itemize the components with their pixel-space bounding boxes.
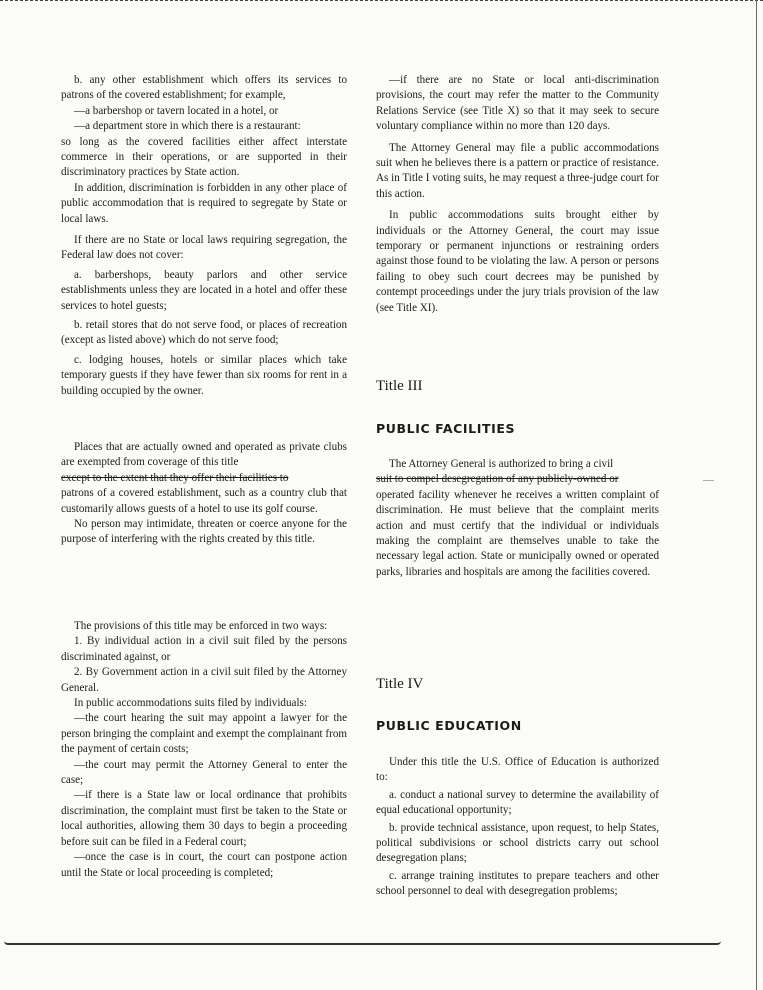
left-block-1 xyxy=(61,73,347,227)
paragraph: —if there are no State or local anti-discrimination provisions, the court may refer the matter to the Community Relations Service (see Title X) so that it may seek to secure voluntary compliance within no more than 120 days. xyxy=(376,74,659,133)
paragraph: Places that are actually owned and operated as private clubs are exempted from coverage of this title xyxy=(61,441,347,469)
paragraph: —once the case is in court, the court can postpone action until the State or local proceeding is completed; xyxy=(61,851,347,879)
paragraph: suit to compel desegregation of any publicly-owned or xyxy=(376,473,619,486)
paragraph: No person may intimidate, threaten or coerce anyone for the purpose of interfering with the rights created by this title. xyxy=(61,518,347,546)
paragraph: —the court hearing the suit may appoint a lawyer for the person bringing the complaint and exempt the complainant from the payment of certain costs; xyxy=(61,712,347,756)
paragraph: The Attorney General is authorized to bring a civil xyxy=(389,458,614,470)
paragraph: so long as the covered facilities either affect interstate commerce in their operations, or are supported in their discriminatory practices by State action. xyxy=(61,135,347,179)
paragraph: except to the extent that they offer their facilities to xyxy=(61,471,289,484)
paragraph: In public accommodations suits brought either by individuals or the Attorney General, the court may issue temporary or permanent injunctions or restraining orders against those found to be violating the law. A person or persons failing to obey such court decrees may be punished by contempt proceedings under the jury trials provision of the law (see Title XI). xyxy=(376,209,659,314)
paragraph: The provisions of this title may be enforced in two ways: xyxy=(74,620,328,632)
paragraph: b. retail stores that do not serve food, or places of recreation (except as listed above) which do not serve food; xyxy=(61,319,347,347)
paragraph: 2. By Government action in a civil suit filed by the Attorney General. xyxy=(61,666,347,694)
paragraph: a. barbershops, beauty parlors and other service establishments unless they are located in a hotel and offer these services to hotel guests; xyxy=(61,268,347,312)
paragraph: c. arrange training institutes to prepare teachers and other school personnel to deal with desegregation problems; xyxy=(376,869,659,898)
title-iv-label: Title IV xyxy=(376,676,424,692)
paragraph: 1. By individual action in a civil suit filed by the persons discriminated against, or xyxy=(61,635,347,663)
right-block-3 xyxy=(376,755,659,900)
paragraph: —if there is a State law or local ordinance that prohibits discrimination, the complaint must first be taken to the State or local authorities, allowing them 30 days to begin a proceeding before suit can be filed in a Federal court; xyxy=(61,789,347,848)
paragraph: —a barbershop or tavern located in a hotel, or xyxy=(74,104,279,117)
paragraph: b. provide technical assistance, upon request, to help States, political subdivisions or school districts carry out school desegregation plans; xyxy=(376,821,659,865)
left-block-2 xyxy=(61,233,347,399)
margin-mark: — xyxy=(703,474,714,486)
left-block-4 xyxy=(61,619,347,881)
paragraph: —the court may permit the Attorney General to enter the case; xyxy=(61,758,347,787)
paragraph: c. lodging houses, hotels or similar places which take temporary guests if they have fewer than six rooms for rent in a building occupied by the owner. xyxy=(61,353,347,397)
right-border xyxy=(756,0,757,990)
title-iii-label: Title III xyxy=(376,378,423,394)
paragraph: b. any other establishment which offers its services to patrons of the covered establishment; for example, xyxy=(61,74,347,102)
right-block-2 xyxy=(376,457,659,580)
paragraph: operated facility whenever he receives a written complaint of discrimination. He must believe that the complaint merits action and must certify that the individual or individuals making the complaint are themselves unable to take the necessary legal action. State or municipally owned or operated parks, libraries and hospitals are among the facilities covered. xyxy=(376,488,659,578)
right-block-1 xyxy=(376,73,659,316)
paragraph: In addition, discrimination is forbidden in any other place of public accommodation that is required to segregate by State or local laws. xyxy=(61,181,347,225)
paragraph: a. conduct a national survey to determine the availability of equal educational opportunity; xyxy=(376,788,659,817)
paragraph: In public accommodations suits filed by individuals: xyxy=(74,697,307,710)
top-border xyxy=(0,0,763,5)
paragraph: —a department store in which there is a restaurant: xyxy=(74,120,301,133)
paragraph: If there are no State or local laws requiring segregation, the Federal law does not cover: xyxy=(61,234,347,262)
paragraph: patrons of a covered establishment, such as a country club that customarily allows guests of a hotel to use its golf course. xyxy=(61,487,347,515)
paragraph: The Attorney General may file a public accommodations suit when he believes there is a pattern or practice of resistance. As in Title I voting suits, he may request a three-judge court for this action. xyxy=(376,141,659,200)
paragraph: Under this title the U.S. Office of Education is authorized to: xyxy=(376,756,659,784)
left-block-3 xyxy=(61,440,347,548)
public-education-heading: PUBLIC EDUCATION xyxy=(376,718,522,733)
bottom-border xyxy=(4,941,721,945)
public-facilities-heading: PUBLIC FACILITIES xyxy=(376,421,516,436)
